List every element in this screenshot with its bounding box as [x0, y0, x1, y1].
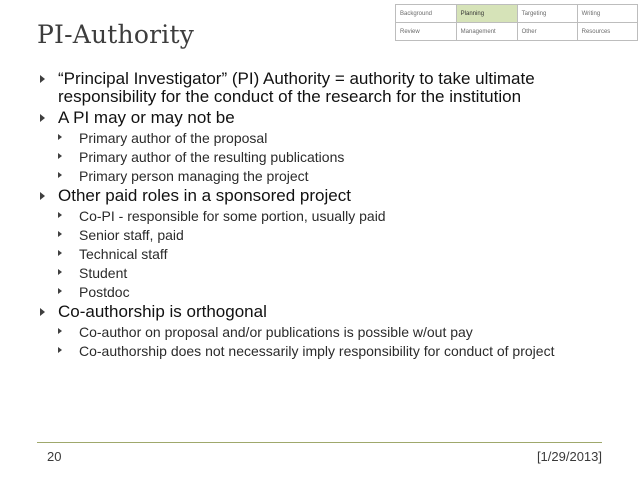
sub-bullet-text: Primary author of the proposal [79, 130, 268, 146]
triangle-bullet-icon [58, 134, 62, 140]
sub-bullet [40, 149, 600, 165]
triangle-bullet-icon [58, 328, 62, 334]
sub-bullet [40, 246, 600, 262]
sub-bullet [40, 168, 600, 184]
sub-bullet-text: Primary author of the resulting publications [79, 149, 345, 165]
sub-bullet [40, 208, 600, 224]
slide-title: PI-Authority [37, 20, 195, 49]
sub-bullet-text: Primary person managing the project [79, 168, 309, 184]
bullet-text: “Principal Investigator” (PI) Authority = authority to take ultimate responsibility for the conduct of the research for the institution [58, 69, 535, 106]
sub-bullet [40, 130, 600, 146]
sub-bullet-text: Technical staff [79, 246, 168, 262]
triangle-bullet-icon [40, 308, 45, 316]
triangle-bullet-icon [40, 192, 45, 200]
sub-bullet-text: Co-authorship does not necessarily imply responsibility for conduct of project [79, 343, 555, 359]
sub-bullet [40, 265, 600, 281]
nav-cell-management[interactable]: Management [456, 23, 517, 41]
nav-cell-resources[interactable]: Resources [577, 23, 637, 41]
nav-cell-targeting[interactable]: Targeting [517, 5, 577, 23]
nav-row-1 [396, 5, 638, 23]
bullet-text: Other paid roles in a sponsored project [58, 186, 351, 205]
bullet-pi-may-not-be [40, 109, 600, 127]
sub-bullet-text: Co-PI - responsible for some portion, usually paid [79, 208, 386, 224]
sub-bullet [40, 343, 600, 359]
sub-bullet-text: Postdoc [79, 284, 130, 300]
footer-divider [37, 442, 602, 443]
triangle-bullet-icon [58, 288, 62, 294]
nav-cell-review[interactable]: Review [396, 23, 457, 41]
triangle-bullet-icon [58, 153, 62, 159]
triangle-bullet-icon [58, 172, 62, 178]
bullet-text: A PI may or may not be [58, 108, 235, 127]
triangle-bullet-icon [58, 212, 62, 218]
triangle-bullet-icon [40, 114, 45, 122]
sub-bullet-text: Student [79, 265, 128, 281]
nav-cell-planning[interactable]: Planning [456, 5, 517, 23]
sub-bullet [40, 284, 600, 300]
nav-cell-writing[interactable]: Writing [577, 5, 637, 23]
sub-bullet-text: Co-author on proposal and/or publications is possible w/out pay [79, 324, 473, 340]
sub-bullet [40, 227, 600, 243]
footer-date: [1/29/2013] [536, 449, 602, 464]
bullet-list [40, 70, 600, 362]
triangle-bullet-icon [58, 231, 62, 237]
triangle-bullet-icon [58, 347, 62, 353]
bullet-text: Co-authorship is orthogonal [58, 302, 267, 321]
section-nav-grid [395, 4, 638, 41]
nav-cell-background[interactable]: Background [396, 5, 457, 23]
bullet-co-authorship [40, 303, 600, 321]
nav-row-2 [396, 23, 638, 41]
sub-bullet [40, 324, 600, 340]
page-number: 20 [47, 449, 62, 464]
triangle-bullet-icon [58, 269, 62, 275]
triangle-bullet-icon [58, 250, 62, 256]
triangle-bullet-icon [40, 75, 45, 83]
bullet-other-paid-roles [40, 187, 600, 205]
bullet-pi-authority [40, 70, 600, 106]
nav-cell-other[interactable]: Other [517, 23, 577, 41]
sub-bullet-text: Senior staff, paid [79, 227, 184, 243]
